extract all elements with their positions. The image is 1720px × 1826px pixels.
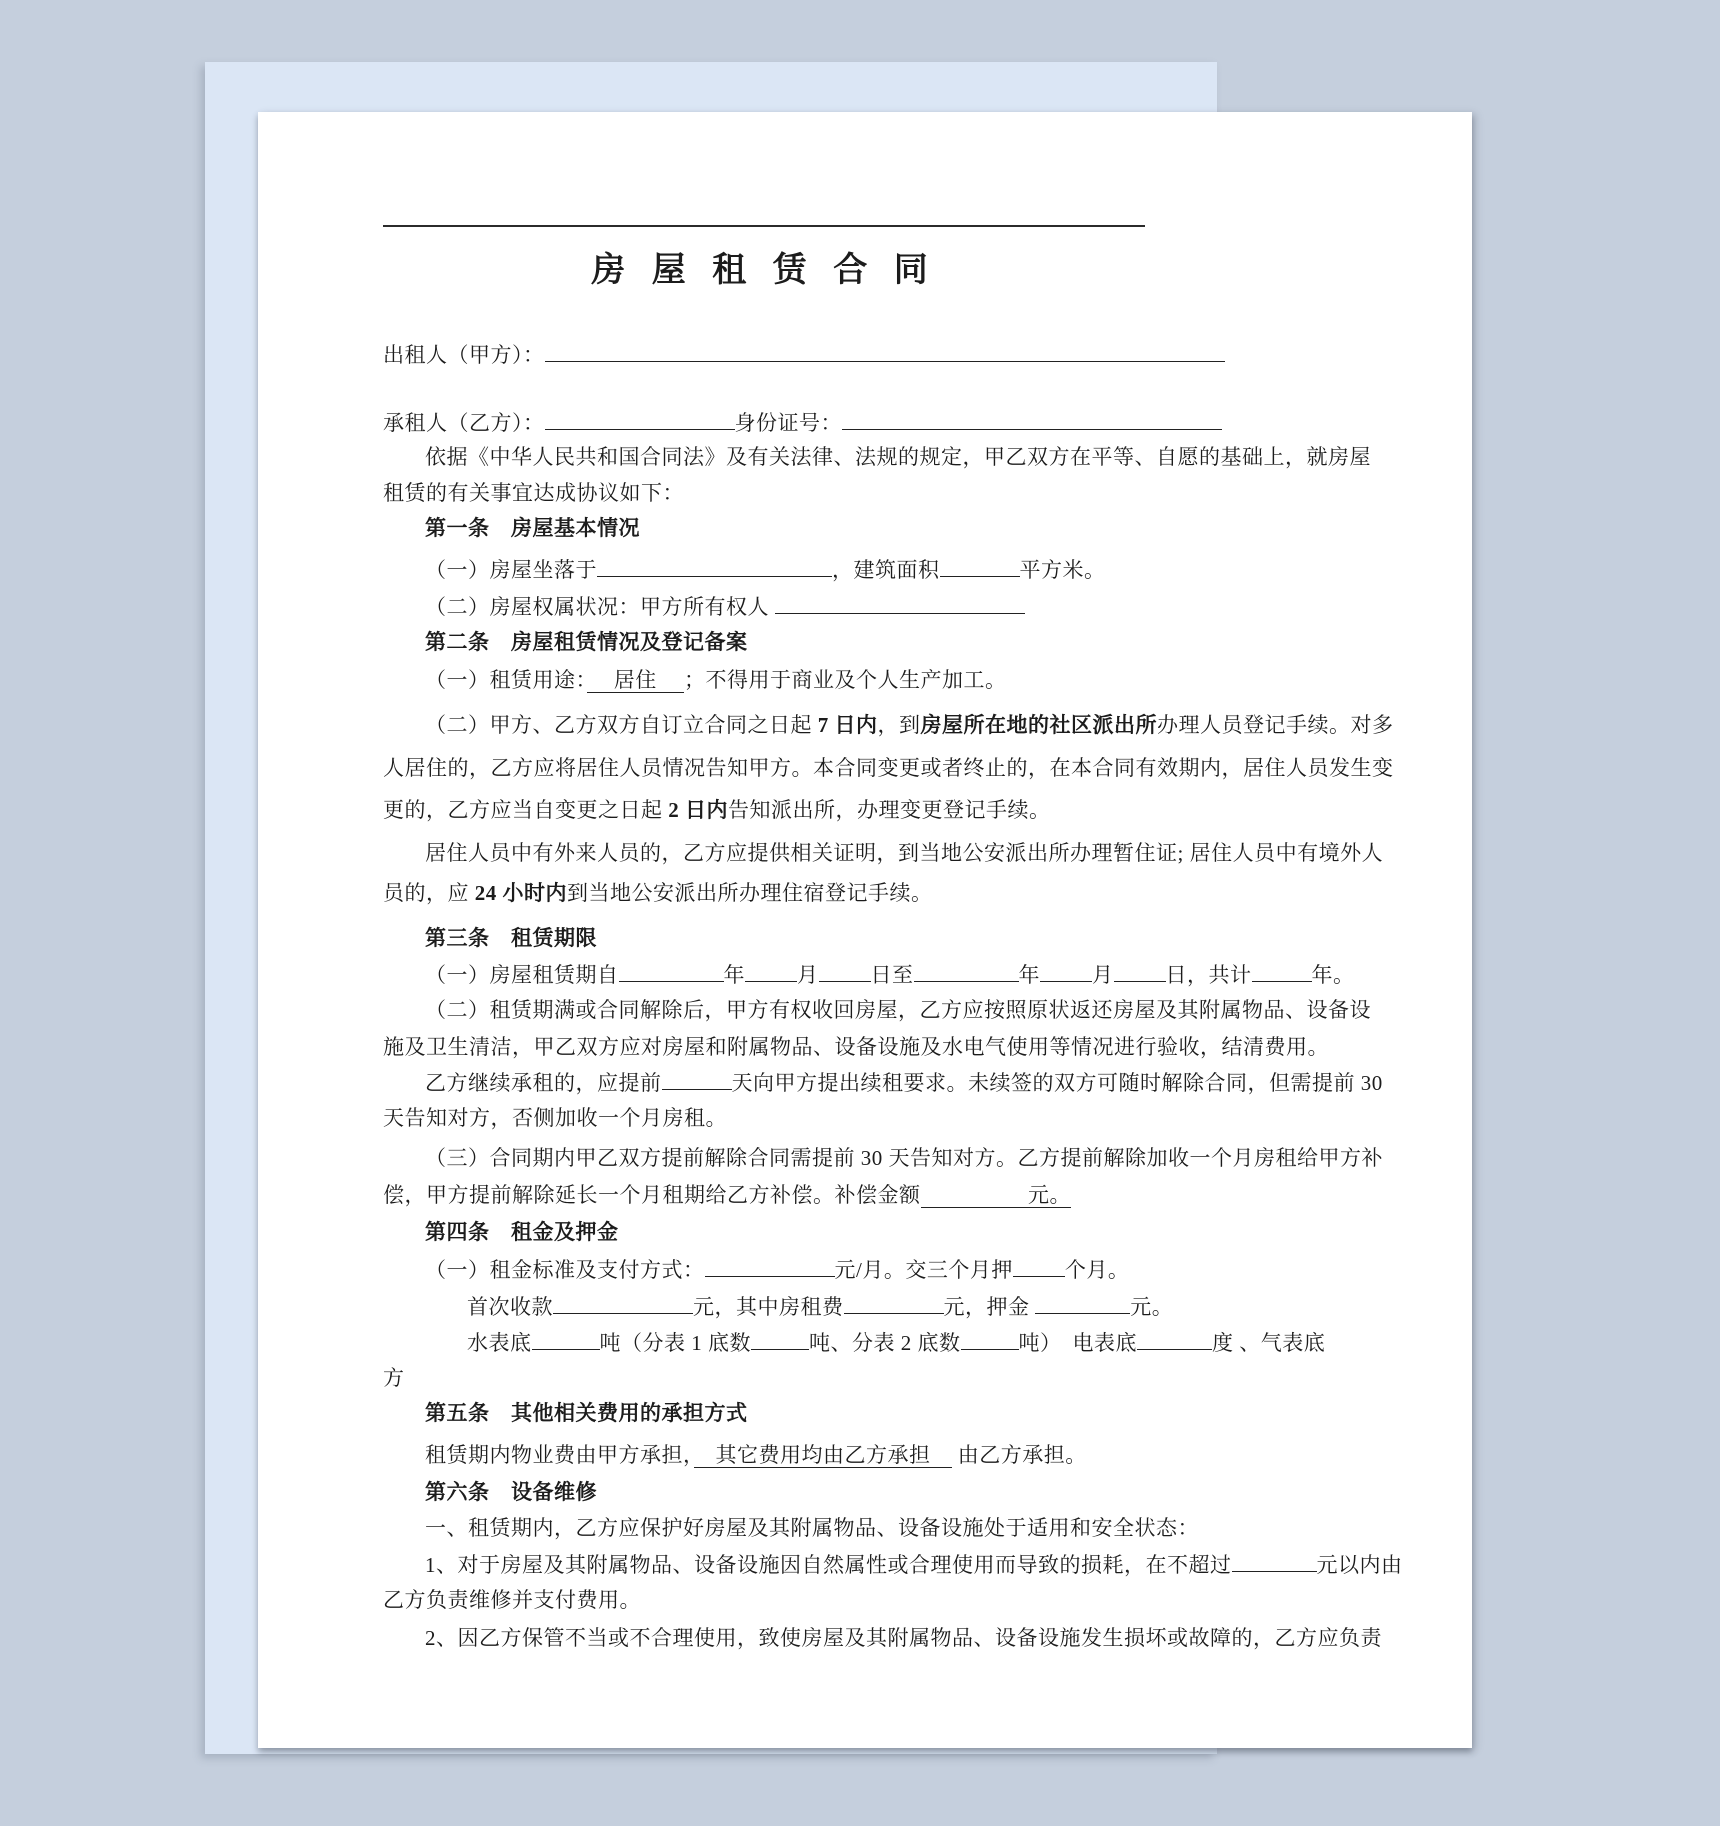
body-text: 元。	[1130, 1295, 1174, 1319]
document-title: 房 屋 租 赁 合 同	[591, 252, 937, 289]
bold-text: 第六条 设备维修	[425, 1480, 597, 1504]
bold-text: 第五条 其他相关费用的承担方式	[425, 1401, 748, 1425]
text-line	[383, 478, 684, 508]
body-text: 身份证号：	[734, 411, 842, 435]
blank-field	[532, 1347, 600, 1350]
body-text: 元/月。交三个月押	[834, 1258, 1013, 1282]
text-line	[425, 1398, 748, 1428]
text-line	[383, 340, 1225, 370]
blank-field	[1232, 1569, 1317, 1572]
bold-text: 7 日内	[817, 713, 878, 737]
text-line	[383, 795, 1051, 825]
body-text: （三）合同期内甲乙双方提前解除合同需提前 30 天告知对方。乙方提前解除加收一个月房租给甲方补	[425, 1146, 1383, 1170]
body-text: 1、对于房屋及其附属物品、设备设施因自然属性或合理使用而导致的损耗，在不超过	[425, 1553, 1232, 1577]
text-line	[425, 1217, 619, 1247]
bold-text: 24 小时内	[474, 881, 567, 905]
body-text: 办理人员登记手续。对多	[1157, 713, 1394, 737]
text-line	[425, 1550, 1403, 1580]
body-text: 元以内由	[1316, 1553, 1403, 1577]
bold-text: 第三条 租赁期限	[425, 926, 597, 950]
text-line	[383, 1180, 1071, 1210]
text-line	[425, 710, 1394, 740]
underlined-text: 元。	[920, 1183, 1071, 1207]
text-line	[425, 960, 1355, 990]
body-text: 吨（分表 1 底数	[599, 1331, 751, 1355]
body-text: ；不得用于商业及个人生产加工。	[684, 668, 1007, 692]
text-line	[425, 995, 1371, 1025]
blank-field	[751, 1347, 809, 1350]
body-text: 依据《中华人民共和国合同法》及有关法律、法规的规定，甲乙双方在平等、自愿的基础上，就房屋	[425, 445, 1371, 469]
body-text: 租赁期内物业费由甲方承担，	[425, 1443, 694, 1467]
body-text: 承租人（乙方）：	[383, 411, 545, 435]
text-line	[425, 1623, 1382, 1653]
text-line	[383, 1103, 727, 1133]
underlined-text: 居住	[586, 668, 684, 692]
text-line	[383, 1585, 641, 1615]
body-text: 元，押金	[943, 1295, 1036, 1319]
body-text: 月	[797, 963, 819, 987]
text-line	[425, 1477, 597, 1507]
text-line	[383, 753, 1394, 783]
blank-field	[545, 427, 735, 430]
body-text: 员的，应	[383, 881, 475, 905]
bold-text: 第一条 房屋基本情况	[425, 516, 640, 540]
blank-field	[842, 427, 1222, 430]
title-rule	[383, 225, 1145, 227]
body-text: 施及卫生清洁，甲乙双方应对房屋和附属物品、设备设施及水电气使用等情况进行验收，结清费用。	[383, 1035, 1329, 1059]
text-line	[425, 1143, 1383, 1173]
body-text: 水表底	[467, 1331, 532, 1355]
body-text: 度 、气表底	[1212, 1331, 1326, 1355]
text-line	[425, 442, 1371, 472]
body-text: 乙方继续承租的，应提前	[425, 1071, 662, 1095]
body-text: （二）房屋权属状况：甲方所有权人	[425, 595, 775, 619]
text-line	[425, 1440, 1087, 1470]
text-line	[425, 1068, 1383, 1098]
body-text: 吨） 电表底	[1018, 1331, 1137, 1355]
body-text: （一）房屋坐落于	[425, 558, 597, 582]
body-text: ，到	[877, 713, 921, 737]
blank-field	[597, 574, 832, 577]
body-text: 偿，甲方提前解除延长一个月租期给乙方补偿。补偿金额	[383, 1183, 921, 1207]
text-line	[425, 627, 748, 657]
body-text: 出租人（甲方）：	[383, 343, 545, 367]
text-line	[425, 513, 640, 543]
body-text: 元，其中房租费	[693, 1295, 844, 1319]
blank-field	[961, 1347, 1019, 1350]
body-text: 到当地公安派出所办理住宿登记手续。	[567, 881, 933, 905]
blank-field	[662, 1087, 732, 1090]
blank-field	[1013, 1274, 1065, 1277]
text-line	[425, 838, 1383, 868]
blank-field	[844, 1311, 944, 1314]
body-text: 年。	[1311, 963, 1355, 987]
bold-text: 2 日内	[668, 798, 728, 822]
underlined-text: 其它费用均由乙方承担	[694, 1443, 952, 1467]
blank-field	[940, 574, 1020, 577]
body-text: 天向甲方提出续租要求。未续签的双方可随时解除合同，但需提前 30	[731, 1071, 1383, 1095]
contract-page	[258, 112, 1472, 1748]
body-text: 告知派出所，办理变更登记手续。	[728, 798, 1051, 822]
blank-field	[819, 979, 871, 982]
body-text: 人居住的，乙方应将居住人员情况告知甲方。本合同变更或者终止的，在本合同有效期内，居住人员发生变	[383, 756, 1394, 780]
text-line	[425, 1255, 1129, 1285]
body-text: 一、租赁期内，乙方应保护好房屋及其附属物品、设备设施处于适用和安全状态：	[425, 1516, 1199, 1540]
blank-field	[1137, 1347, 1212, 1350]
bold-text: 房屋所在地的社区派出所	[920, 713, 1157, 737]
text-line	[467, 1328, 1325, 1358]
bold-text: 第四条 租金及押金	[425, 1220, 619, 1244]
body-text: 更的，乙方应当自变更之日起	[383, 798, 669, 822]
bold-text: 第二条 房屋租赁情况及登记备案	[425, 630, 748, 654]
text-line	[383, 408, 1222, 438]
body-text: 年	[723, 963, 745, 987]
body-text: 个月。	[1064, 1258, 1130, 1282]
body-text: 吨、分表 2 底数	[809, 1331, 961, 1355]
body-text: 天告知对方，否侧加收一个月房租。	[383, 1106, 727, 1130]
body-text: 年	[1018, 963, 1040, 987]
blank-field	[914, 979, 1019, 982]
body-text: 平方米。	[1019, 558, 1106, 582]
blank-field	[553, 1311, 693, 1314]
body-text: 2、因乙方保管不当或不合理使用，致使房屋及其附属物品、设备设施发生损坏或故障的，乙方应负责	[425, 1626, 1382, 1650]
body-text: ，建筑面积	[832, 558, 940, 582]
text-line	[425, 665, 1007, 695]
text-line	[425, 1513, 1199, 1543]
text-line	[467, 1292, 1173, 1322]
blank-field	[1252, 979, 1312, 982]
body-text: 居住人员中有外来人员的，乙方应提供相关证明，到当地公安派出所办理暂住证; 居住人员中有境外人	[425, 841, 1384, 865]
text-line	[425, 592, 1025, 622]
blank-field	[1114, 979, 1166, 982]
body-text: 由乙方承担。	[952, 1443, 1087, 1467]
text-line	[425, 555, 1106, 585]
body-text: （一）房屋租赁期自	[425, 963, 619, 987]
text-line	[383, 1032, 1329, 1062]
blank-field	[775, 611, 1025, 614]
blank-field	[705, 1274, 835, 1277]
body-text: （二）租赁期满或合同解除后，甲方有权收回房屋，乙方应按照原状返还房屋及其附属物品、设备设	[425, 998, 1371, 1022]
text-line	[383, 878, 933, 908]
body-text: 乙方负责维修并支付费用。	[383, 1588, 641, 1612]
body-text: 日至	[870, 963, 914, 987]
body-text: 租赁的有关事宜达成协议如下：	[383, 481, 684, 505]
blank-field	[1040, 979, 1092, 982]
body-text: 日，共计	[1165, 963, 1252, 987]
body-text: 月	[1092, 963, 1114, 987]
text-line	[425, 923, 597, 953]
text-line	[383, 1363, 405, 1393]
body-text: （一）租赁用途：	[425, 668, 587, 692]
body-text: 首次收款	[467, 1295, 553, 1319]
blank-field	[619, 979, 724, 982]
body-text: （二）甲方、乙方双方自订立合同之日起	[425, 713, 818, 737]
body-text: 方	[383, 1366, 405, 1390]
blank-field	[545, 359, 1225, 362]
blank-field	[1035, 1311, 1130, 1314]
blank-field	[745, 979, 797, 982]
body-text: （一）租金标准及支付方式：	[425, 1258, 705, 1282]
